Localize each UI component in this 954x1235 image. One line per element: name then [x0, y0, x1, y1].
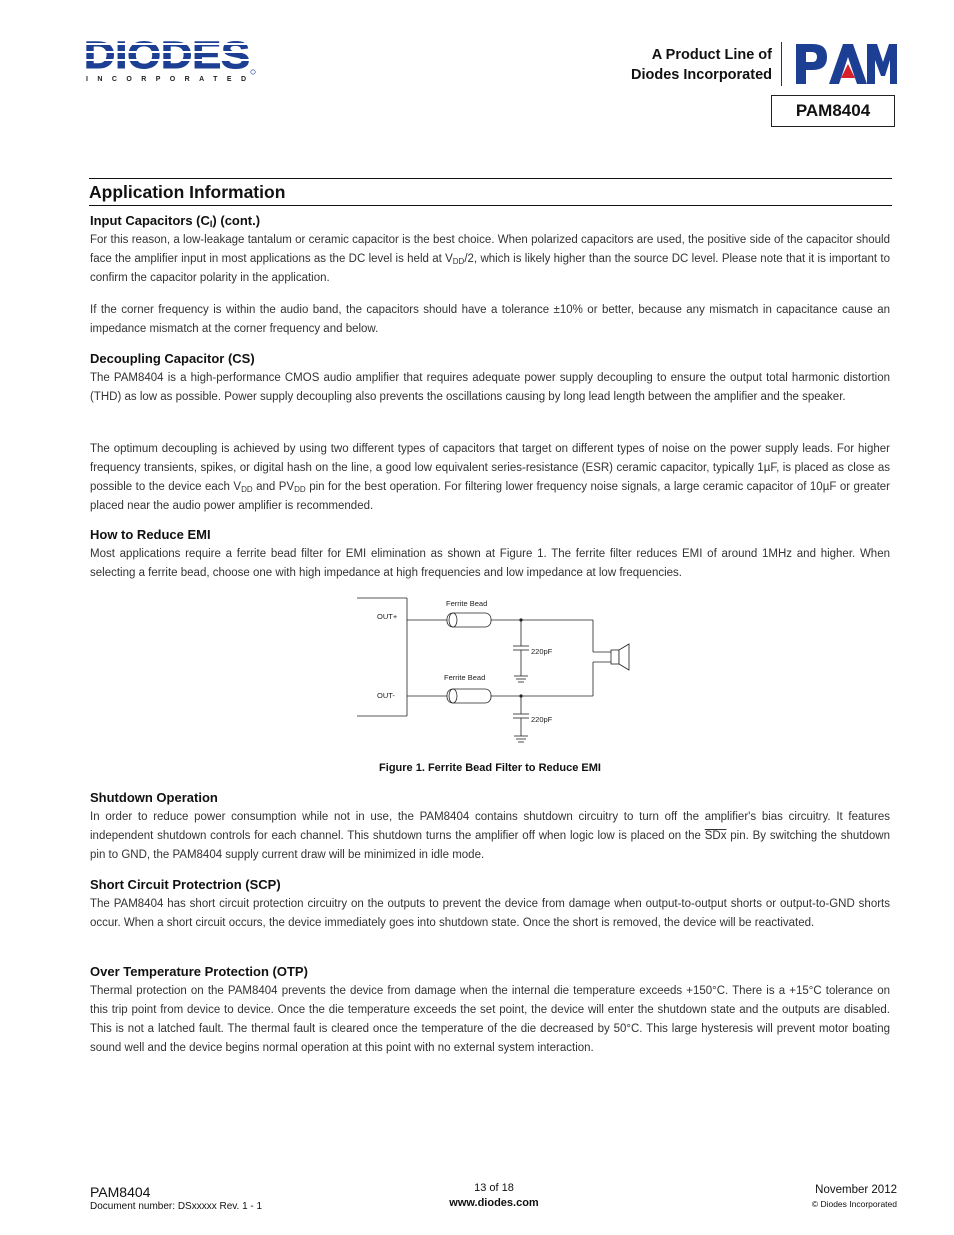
paragraph-scp: The PAM8404 has short circuit protection circuitry on the outputs to prevent the device from damage when output-to-output shorts or output-to-GND shorts occur. When a short circuit occurs, the device immediately goes into shutdown state. Once the short is removed, the device will be reactivated. [90, 898, 890, 929]
label-cap-top: 220pF [531, 647, 553, 656]
paragraph-decoupling-1: The PAM8404 is a high-performance CMOS audio amplifier that requires adequate power supply decoupling to ensure the output total harmonic distortion (THD) as low as possible. Power supply decoupling also prevents the oscillations causing by long lead length between the amplifier and the speaker. [90, 372, 890, 403]
label-bead-bottom: Ferrite Bead [444, 673, 486, 682]
tagline-line-2: Diodes Incorporated [631, 67, 772, 83]
text-run: For this reason, a low-leakage tantalum or ceramic capacitor is the best choice. When polarized capacitors are used, the positive side of the capacitor should face the amplifier input in most applications as the DC level is held at V [90, 234, 890, 265]
text-run: pin for the best operation. For filtering lower frequency noise signals, a large ceramic capacitor of 10µF or greater placed near the audio power amplifier is recommended. [90, 481, 890, 512]
capacitor-bottom [513, 714, 529, 718]
ground-symbol-bottom [514, 736, 528, 742]
heading-input-capacitors [90, 213, 260, 228]
footer-website-link[interactable]: www.diodes.com [449, 1197, 539, 1209]
heading-text-tail: ) (cont.) [212, 213, 261, 228]
tagline-line-1: A Product Line of [651, 47, 772, 63]
capacitor-top [513, 646, 529, 650]
paragraph-shutdown [90, 808, 890, 865]
subscript: DD [294, 485, 306, 494]
heading-short-circuit-protection: Short Circuit Protectrion (SCP) [90, 877, 281, 892]
heading-over-temperature-protection: Over Temperature Protection (OTP) [90, 964, 308, 979]
section-rule-bottom [89, 205, 892, 206]
text-run: /2, which is likely higher than the source DC level. Please note that it is important to confirm the capacitor polarity in the application. [90, 253, 890, 284]
label-cap-bottom: 220pF [531, 715, 553, 724]
header-divider [781, 42, 782, 86]
text-run: and PV [252, 481, 295, 493]
ferrite-bead-figure [355, 592, 637, 752]
text-run: pin. By switching the shutdown pin to GND, the PAM8404 supply current draw will be minimized in idle mode. [90, 830, 890, 861]
footer-document-number: Document number: DSxxxxx Rev. 1 - 1 [90, 1201, 263, 1212]
label-bead-top: Ferrite Bead [446, 599, 488, 608]
subscript: DD [452, 257, 465, 266]
paragraph-input-cap-2: If the corner frequency is within the audio band, the capacitors should have a tolerance ±10% or better, because any mismatch in capacitance cause an impedance mismatch at the corner frequency and below. [90, 304, 890, 335]
speaker-icon [611, 644, 629, 670]
footer-copyright: © Diodes Incorporated [811, 1199, 897, 1209]
heading-reduce-emi: How to Reduce EMI [90, 527, 211, 542]
diodes-logo [84, 36, 259, 86]
ferrite-bead-bottom [447, 689, 491, 703]
label-out-plus: OUT+ [377, 612, 398, 621]
footer-page-number: 13 of 18 [474, 1182, 514, 1194]
ferrite-bead-top [447, 613, 491, 627]
pin-name-sdx: $\overline{SDx}$ [704, 830, 727, 842]
footer-date: November 2012 [815, 1184, 897, 1196]
section-rule-top [89, 178, 892, 179]
subscript: DD [241, 485, 253, 494]
figure-caption: Figure 1. Ferrite Bead Filter to Reduce EMI [379, 762, 601, 774]
part-number-box: PAM8404 [771, 95, 895, 127]
label-out-minus: OUT- [377, 691, 395, 700]
paragraph-otp: Thermal protection on the PAM8404 prevents the device from damage when the internal die temperature exceeds +150°C. There is a +15°C tolerance on this trip point from device to device. Once the die temperature exceeds the set point, the device will enter the shutdown state and the outputs are disabled. This is not a latched fault. The thermal fault is cleared once the temperature of the die decreased by 50°C. This large hysteresis will prevent motor boating sound well and the device begins normal operation at this point with no external system interaction. [90, 985, 890, 1054]
diodes-logo-subtext: INCORPORATED [86, 76, 246, 83]
ground-symbol-top [514, 676, 528, 682]
heading-subscript: I [209, 219, 213, 229]
text-run: In order to reduce power consumption while not in use, the PAM8404 contains shutdown circuitry to turn off the amplifier's bias circuitry. It features independent shutdown controls for each channel. This shutdown turns the amplifier off when logic low is placed on the [90, 811, 890, 842]
heading-decoupling-capacitor: Decoupling Capacitor (CS) [90, 351, 255, 366]
footer-part-number: PAM8404 [90, 1184, 151, 1200]
text-run: The optimum decoupling is achieved by using two different types of capacitors that target on different types of noise on the power supply leads. For higher frequency transients, spikes, or digital hash on the line, a good low equivalent series-resistance (ESR) ceramic capacitor, typically 1µF, is placed as close as possible to the device each V [90, 443, 890, 493]
heading-text: Input Capacitors (C [90, 213, 210, 228]
paragraph-input-cap-1 [90, 231, 890, 288]
diodes-logo-wordmark: DIODES [84, 36, 250, 77]
pam-logo [793, 40, 899, 86]
product-line-tagline [590, 45, 772, 85]
paragraph-emi: Most applications require a ferrite bead filter for EMI elimination as shown at Figure 1. The ferrite filter reduces EMI of around 1MHz and higher. When selecting a ferrite bead, choose one with high impedance at high frequencies and low impedance at low frequencies. [90, 548, 890, 579]
heading-shutdown-operation: Shutdown Operation [90, 790, 218, 805]
paragraph-decoupling-2 [90, 440, 890, 516]
section-title: Application Information [89, 182, 286, 202]
